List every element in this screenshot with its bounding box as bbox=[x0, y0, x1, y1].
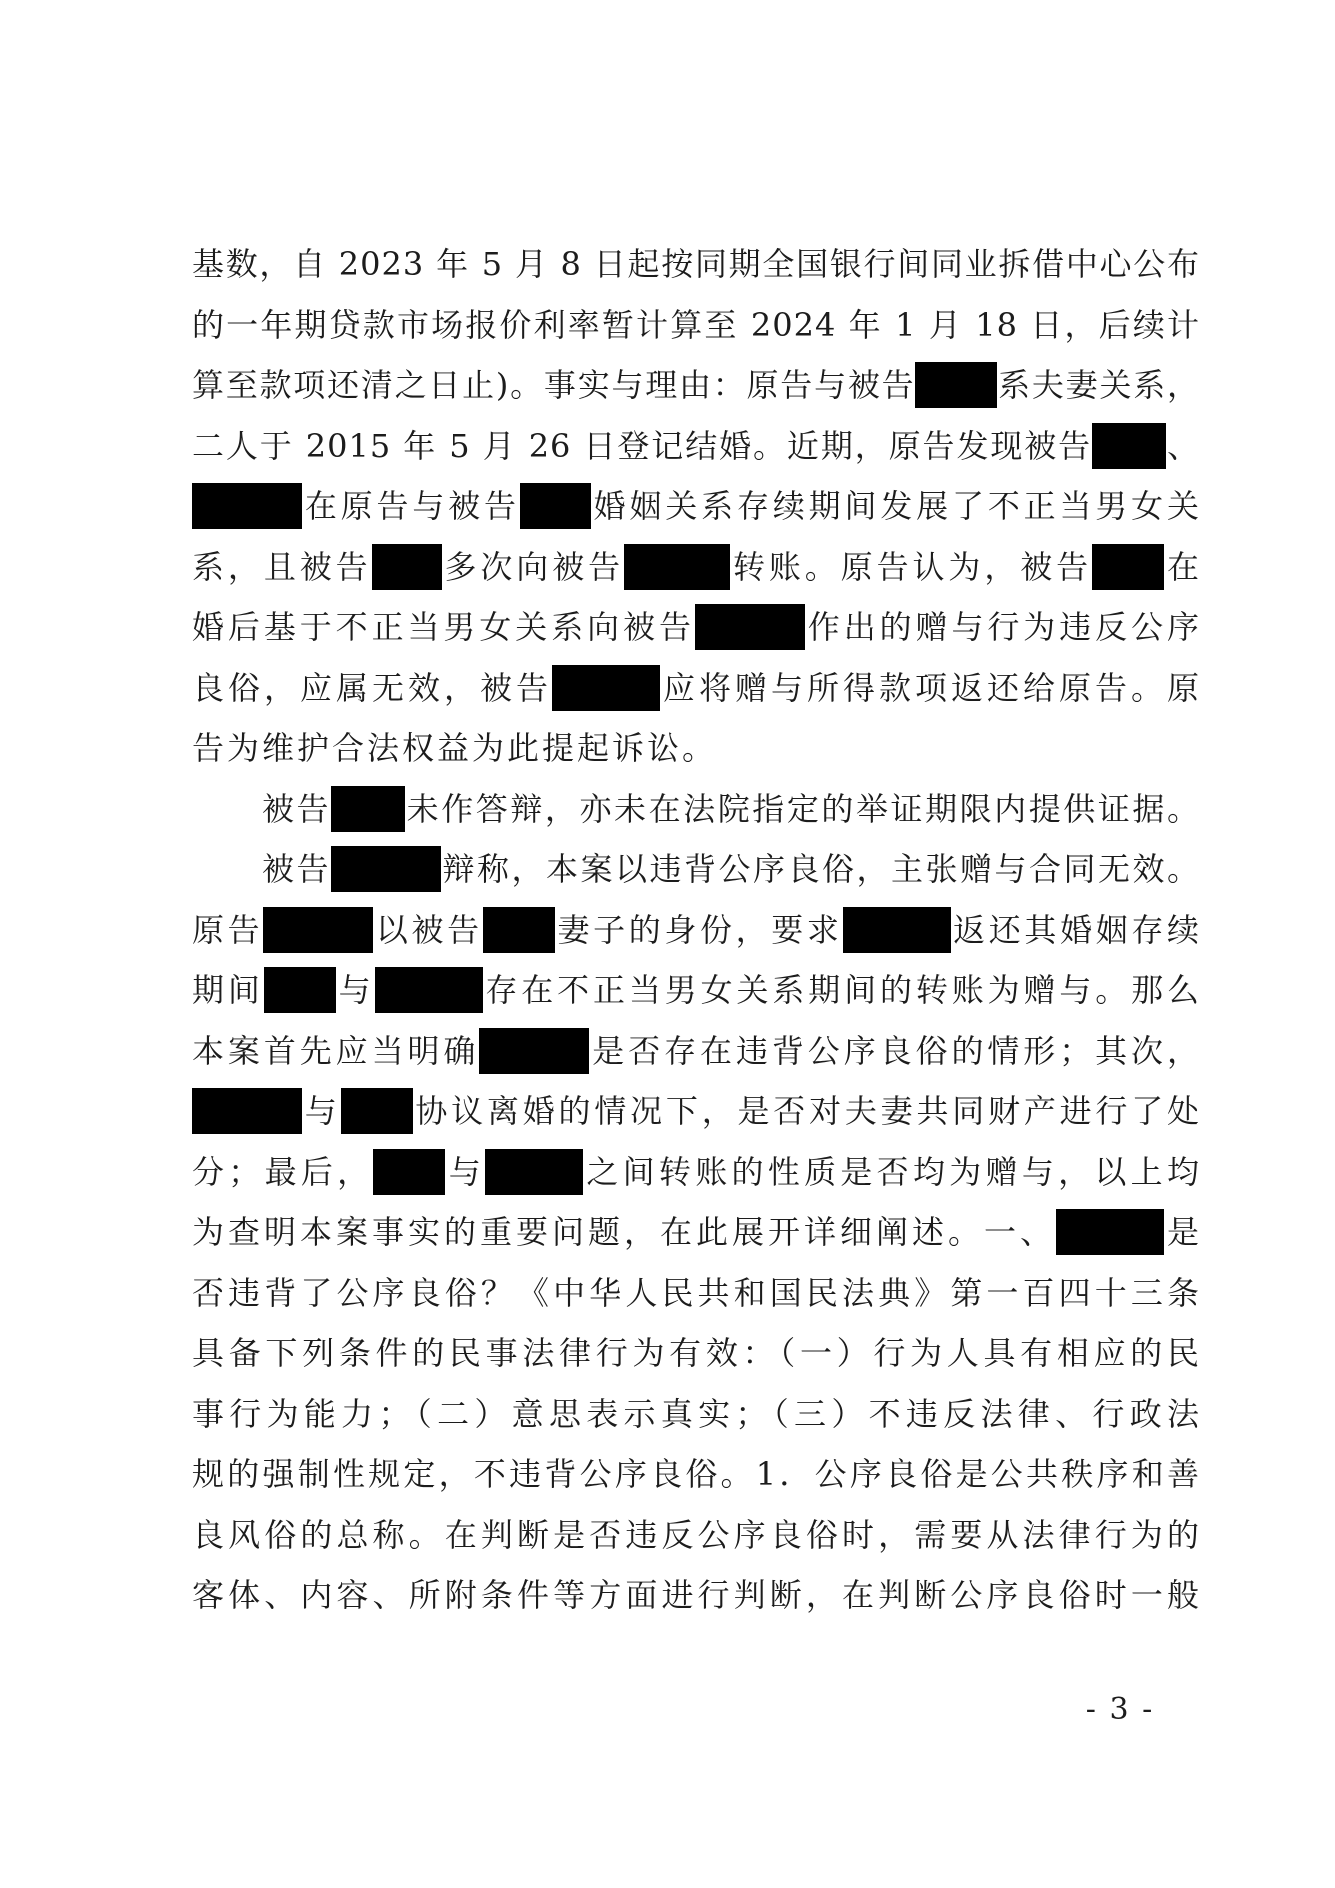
text-segment: 与 bbox=[335, 971, 375, 1009]
text-segment: 之间转账的性质是否均为赠与，以上均 bbox=[583, 1152, 1200, 1191]
text-segment: 系，且被告 bbox=[192, 547, 372, 586]
redaction-block bbox=[915, 362, 997, 408]
text-line bbox=[192, 900, 1200, 961]
redaction-block bbox=[520, 483, 591, 529]
redaction-block bbox=[552, 665, 660, 711]
redaction-block bbox=[192, 483, 302, 529]
redaction-block bbox=[263, 907, 373, 953]
text-line bbox=[192, 1384, 1200, 1445]
text-segment: 、 bbox=[1166, 426, 1200, 465]
text-segment: 分；最后， bbox=[192, 1152, 374, 1191]
text-line bbox=[192, 1505, 1200, 1566]
text-segment: 是 bbox=[1163, 1213, 1200, 1251]
text-segment: 应将赠与所得款项返还给原告。原 bbox=[660, 668, 1200, 707]
redaction-block bbox=[341, 1088, 413, 1134]
redaction-block bbox=[1092, 423, 1166, 469]
redaction-block bbox=[624, 544, 730, 590]
redaction-block bbox=[1056, 1209, 1164, 1255]
text-line bbox=[192, 1142, 1200, 1203]
text-segment: 良俗，应属无效，被告 bbox=[192, 668, 552, 707]
text-segment: 否违背了公序良俗？《中华人民共和国民法典》第一百四十三条 bbox=[192, 1273, 1200, 1312]
text-segment: 与 bbox=[302, 1092, 341, 1130]
text-line bbox=[192, 1081, 1200, 1142]
text-segment: 客体、内容、所附条件等方面进行判断，在判断公序良俗时一般 bbox=[192, 1576, 1200, 1614]
text-segment: 在 bbox=[1164, 547, 1200, 586]
text-segment: 作出的赠与行为违反公序 bbox=[804, 608, 1200, 646]
redaction-block bbox=[331, 786, 405, 832]
text-segment: 告为维护合法权益为此提起诉讼。 bbox=[192, 729, 718, 767]
text-line bbox=[192, 1323, 1200, 1384]
redaction-block bbox=[479, 1028, 589, 1074]
text-segment: 具备下列条件的民事法律行为有效：（一）行为人具有相应的民 bbox=[192, 1334, 1200, 1372]
redaction-block bbox=[1092, 544, 1164, 590]
redaction-block bbox=[843, 907, 951, 953]
text-line bbox=[192, 355, 1200, 416]
redaction-block bbox=[192, 1088, 302, 1134]
text-line bbox=[192, 779, 1200, 840]
text-segment: 未作答辩，亦未在法院指定的举证期限内提供证据。 bbox=[405, 789, 1200, 828]
text-line bbox=[192, 1263, 1200, 1324]
redaction-block bbox=[485, 1149, 583, 1195]
text-segment: 是否存在违背公序良俗的情形；其次， bbox=[589, 1031, 1200, 1070]
redaction-block bbox=[695, 604, 805, 650]
text-line bbox=[192, 718, 1200, 779]
text-segment: 转账。原告认为，被告 bbox=[730, 547, 1093, 586]
redaction-block bbox=[331, 846, 441, 892]
redaction-block bbox=[372, 544, 442, 590]
redaction-block bbox=[264, 967, 336, 1013]
text-segment: 多次向被告 bbox=[441, 547, 625, 586]
text-segment: 为查明本案事实的重要问题，在此展开详细阐述。一、 bbox=[192, 1213, 1056, 1251]
text-segment: 被告 bbox=[262, 850, 331, 888]
text-segment: 基数，自 2023 年 5 月 8 日起按同期全国银行间同业拆借中心公布 bbox=[192, 245, 1200, 283]
text-segment: 被告 bbox=[262, 789, 332, 828]
text-line bbox=[192, 234, 1200, 295]
text-segment: 在原告与被告 bbox=[302, 487, 520, 525]
text-line bbox=[192, 537, 1200, 598]
text-line bbox=[192, 960, 1200, 1021]
text-segment: 妻子的身份，要求 bbox=[554, 910, 843, 949]
text-line bbox=[192, 1444, 1200, 1505]
text-segment: 原告 bbox=[192, 910, 264, 949]
text-line bbox=[192, 597, 1200, 658]
document-body bbox=[192, 234, 1200, 1626]
text-line bbox=[192, 839, 1200, 900]
text-segment: 二人于 2015 年 5 月 26 日登记结婚。近期，原告发现被告 bbox=[192, 426, 1093, 465]
text-line bbox=[192, 476, 1200, 537]
text-segment: 婚后基于不正当男女关系向被告 bbox=[192, 608, 695, 646]
text-segment: 协议离婚的情况下，是否对夫妻共同财产进行了处 bbox=[412, 1092, 1200, 1130]
text-segment: 系夫妻关系， bbox=[997, 366, 1200, 404]
text-segment: 规的强制性规定，不违背公序良俗。1．公序良俗是公共秩序和善 bbox=[192, 1455, 1200, 1493]
redaction-block bbox=[483, 907, 555, 953]
text-line bbox=[192, 1202, 1200, 1263]
text-line bbox=[192, 658, 1200, 719]
text-segment: 以被告 bbox=[373, 910, 483, 949]
text-segment: 返还其婚姻存续 bbox=[950, 910, 1200, 949]
text-segment: 事行为能力；（二）意思表示真实；（三）不违反法律、行政法 bbox=[192, 1394, 1200, 1433]
text-segment: 期间 bbox=[192, 971, 264, 1009]
text-segment: 与 bbox=[445, 1152, 486, 1191]
redaction-block bbox=[373, 1149, 445, 1195]
page-number: - 3 - bbox=[1085, 1692, 1155, 1727]
text-segment: 良风俗的总称。在判断是否违反公序良俗时，需要从法律行为的 bbox=[192, 1515, 1200, 1554]
text-segment: 算至款项还清之日止)。事实与理由：原告与被告 bbox=[192, 366, 916, 404]
text-line bbox=[192, 295, 1200, 356]
text-line bbox=[192, 1021, 1200, 1082]
text-segment: 本案首先应当明确 bbox=[192, 1031, 480, 1070]
text-segment: 婚姻关系存续期间发展了不正当男女关 bbox=[590, 487, 1200, 525]
text-segment: 的一年期贷款市场报价利率暂计算至 2024 年 1 月 18 日，后续计 bbox=[192, 305, 1200, 344]
text-segment: 存在不正当男女关系期间的转账为赠与。那么 bbox=[482, 971, 1200, 1009]
text-segment: 辩称，本案以违背公序良俗，主张赠与合同无效。 bbox=[441, 850, 1200, 888]
redaction-block bbox=[375, 967, 483, 1013]
text-line bbox=[192, 1565, 1200, 1626]
text-line bbox=[192, 416, 1200, 477]
